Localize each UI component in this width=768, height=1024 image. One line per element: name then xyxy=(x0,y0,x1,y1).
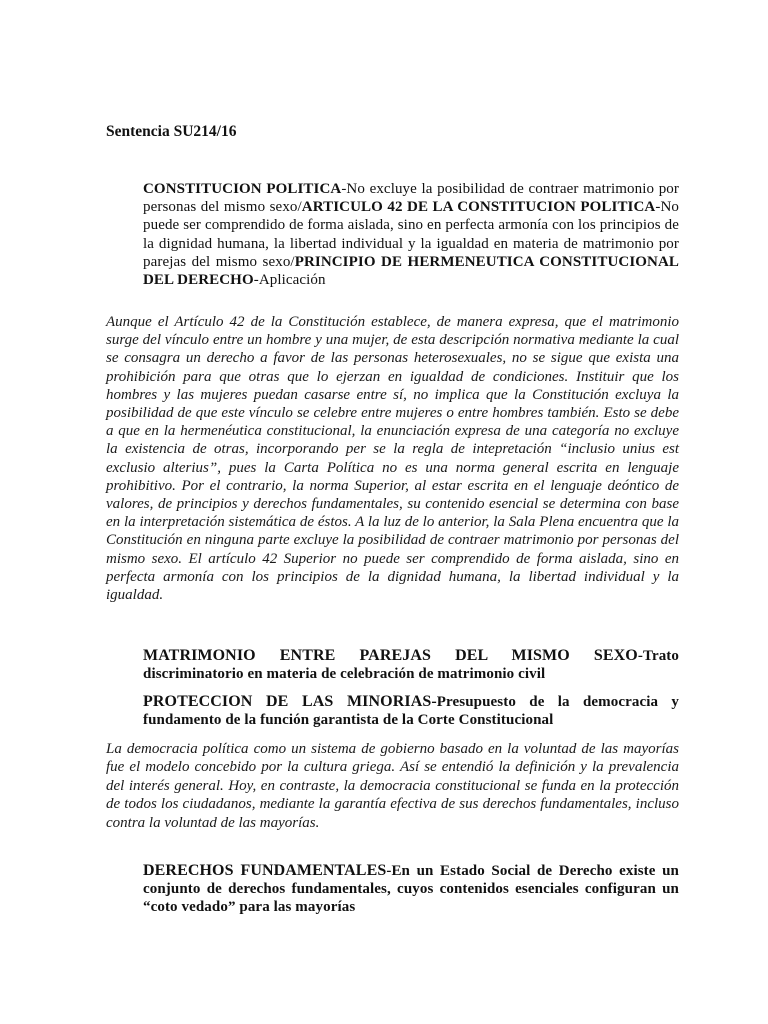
heading-1-text-2: -No puede ser comprendido de forma aislada, sino en perfecta armonía con los principios de la dignidad humana, la libertad individual y la igualdad en materia de matrimonio por parejas del mismo sexo/ xyxy=(143,199,679,270)
heading-1-bold-2: ARTICULO 42 DE LA CONSTITUCION POLITICA xyxy=(301,199,656,216)
paragraph-articulo-42: Aunque el Artículo 42 de la Constitución establece, de manera expresa, que el matrimonio surge del vínculo entre un hombre y una mujer, de esta descripción normativa mediante la cual se consagra un derecho a favor de las personas heterosexuales, no se sigue que exista una prohibición para que otras que lo ejerzan en igualdad de condiciones. Instituir que los hombres y las mujeres puedan casarse entre sí, no implica que la Constitución excluya la posibilidad de que este vínculo se celebre entre mujeres o entre hombres también. Esto se debe a que en la hermenéutica constitucional, la enunciación expresa de una categoría no excluye la existencia de otras, incorporando per se la regla de intepretación “inclusio unius est exclusio alterius”, pues la Carta Política no es una norma general escrita en lenguaje prohibitivo. Por el contrario, la norma Superior, al estar escrita en el lenguaje deóntico de valores, de principios y derechos fundamentales, su contenido esencial se determina con base en la interpretación sistemática de éstos. A la luz de lo anterior, la Sala Plena encuentra que la Constitución en ninguna parte excluye la posibilidad de contraer matrimonio por personas del mismo sexo. El artículo 42 Superior no puede ser comprendido de forma aislada, sino en perfecta armonía con los principios de la dignidad humana, la libertad individual y la igualdad. xyxy=(106,314,679,604)
heading-3-bold: PROTECCION DE LAS MINORIAS- xyxy=(143,693,437,710)
heading-derechos-fundamentales xyxy=(143,862,679,917)
heading-2-text: -Trato discriminatorio en materia de celebración de matrimonio civil xyxy=(143,648,679,683)
heading-1-bold-1: CONSTITUCION POLITICA xyxy=(143,181,342,197)
heading-matrimonio-parejas xyxy=(143,647,679,683)
heading-4-text: -En un Estado Social de Derecho existe un conjunto de derechos fundamentales, cuyos contenidos esenciales configuran un “coto vedado” para las mayorías xyxy=(143,863,679,916)
paragraph-democracia: La democracia política como un sistema de gobierno basado en la voluntad de las mayorías fue el modelo concebido por la cultura griega. Así se entendió la definición y la prevalencia del interés general. Hoy, en contraste, la democracia constitucional se funda en la protección de todos los ciudadanos, mediante la garantía efectiva de sus derechos fundamentales, incluso contra la voluntad de las mayorías. xyxy=(106,741,679,831)
heading-3-text: Presupuesto de la democracia y fundamento de la función garantista de la Corte Constitucional xyxy=(143,694,679,729)
heading-1-text-1: -No excluye la posibilidad de contraer matrimonio por personas del mismo sexo/ xyxy=(143,181,679,216)
heading-proteccion-minorias xyxy=(143,693,679,729)
heading-2-bold: MATRIMONIO ENTRE PAREJAS DEL MISMO SEXO xyxy=(143,647,638,664)
heading-1-bold-3: PRINCIPIO DE HERMENEUTICA CONSTITUCIONAL DEL DERECHO xyxy=(143,253,679,289)
heading-1-text-3: -Aplicación xyxy=(253,272,326,289)
document-title: Sentencia SU214/16 xyxy=(106,123,237,140)
heading-constitucion-politica xyxy=(143,180,679,289)
heading-4-bold: DERECHOS FUNDAMENTALES xyxy=(143,862,387,879)
